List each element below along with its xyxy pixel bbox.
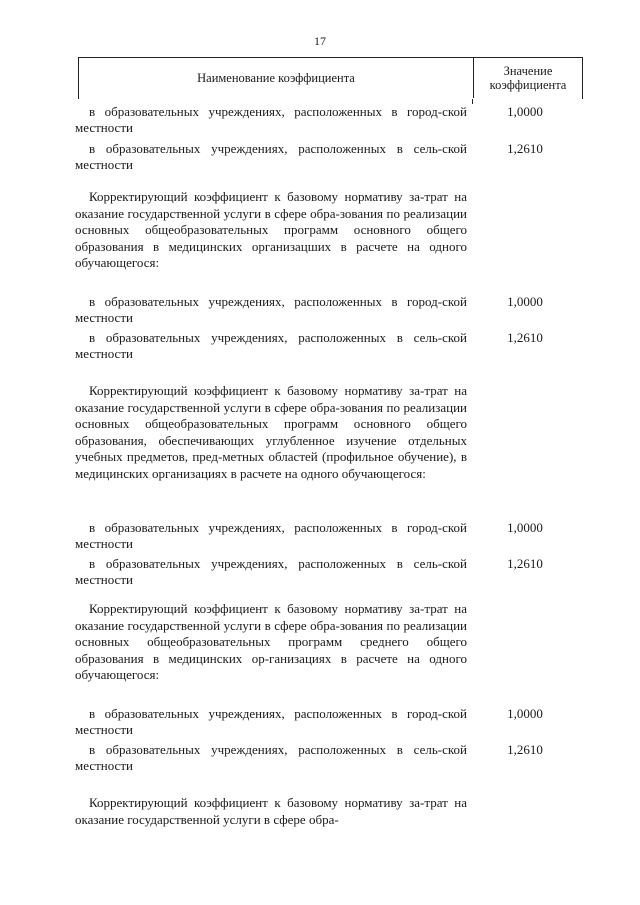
coefficient-paragraph: Корректирующий коэффициент к базовому нормативу за-трат на оказание государственной услуги в сфере обра-зования по реализации основных общеобразовательных программ основного общего образования в медицинских организацших в расчете на одного обучающегося: xyxy=(75,189,467,271)
urban-item: в образовательных учреждениях, расположенных в город-ской местности xyxy=(75,294,467,325)
urban-value: 1,0000 xyxy=(507,706,543,721)
rural-value: 1,2610 xyxy=(507,556,543,571)
column-divider xyxy=(472,99,473,104)
rural-item: в образовательных учреждениях, расположенных в сель-ской местности xyxy=(75,330,467,361)
value-header-line-1: Значение xyxy=(503,64,553,78)
urban-item: в образовательных учреждениях, расположенных в город-ской местности xyxy=(75,520,467,551)
coefficient-name-header: Наименование коэффициента xyxy=(197,70,355,85)
rural-item: в образовательных учреждениях, расположенных в сель-ской местности xyxy=(75,556,467,587)
rural-value: 1,2610 xyxy=(507,141,543,156)
urban-value: 1,0000 xyxy=(507,520,543,535)
urban-value: 1,0000 xyxy=(507,104,543,119)
rural-value: 1,2610 xyxy=(507,330,543,345)
urban-item: в образовательных учреждениях, расположенных в город-ской местности xyxy=(75,104,467,135)
coefficient-paragraph: Корректирующий коэффициент к базовому нормативу за-трат на оказание государственной услуги в сфере обра-зования по реализации основных общеобразовательных программ среднего общего образования в медицинских ор-ганизациях в расчете на одного обучающегося: xyxy=(75,601,467,683)
coefficient-paragraph: Корректирующий коэффициент к базовому нормативу за-трат на оказание государственной услуги в сфере обра- xyxy=(75,795,467,827)
rural-item: в образовательных учреждениях, расположенных в сель-ской местности xyxy=(75,742,467,773)
coefficient-value-header xyxy=(473,58,582,98)
page-number: 17 xyxy=(314,34,326,48)
urban-item: в образовательных учреждениях, расположенных в город-ской местности xyxy=(75,706,467,737)
urban-value: 1,0000 xyxy=(507,294,543,309)
rural-item: в образовательных учреждениях, расположенных в сель-ской местности xyxy=(75,141,467,172)
table-header xyxy=(78,57,583,99)
value-header-line-2: коэффициента xyxy=(489,78,567,92)
coefficient-paragraph: Корректирующий коэффициент к базовому нормативу за-трат на оказание государственной услуги в сфере обра-зования по реализации основных общеобразовательных программ основного общего образования, обеспечивающих углубленное изучение отдельных учебных предметов, пред-метных областей (профильное обучение), в медицинских организациях в расчете на одного обучающегося: xyxy=(75,383,467,481)
rural-value: 1,2610 xyxy=(507,742,543,757)
